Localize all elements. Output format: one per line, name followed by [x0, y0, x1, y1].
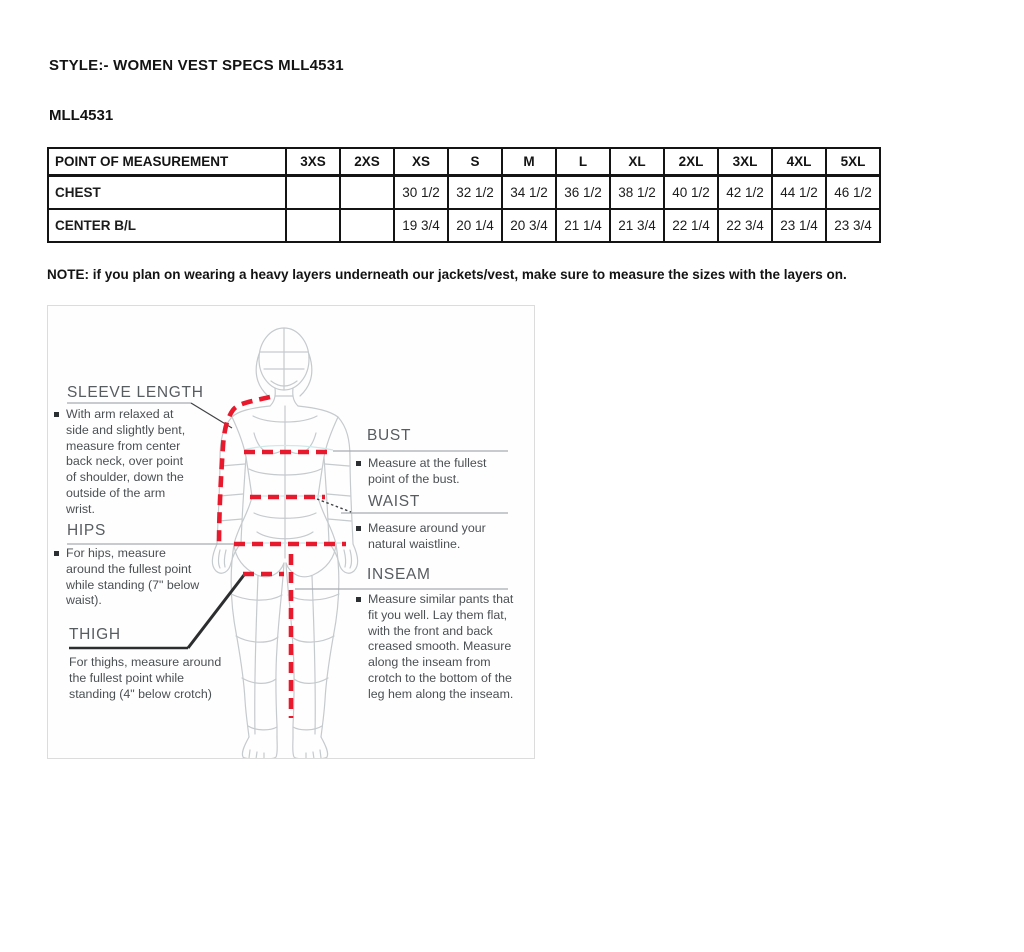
cell-cbl-l: 21 1/4 [556, 209, 610, 242]
cell-chest-3xs [286, 176, 340, 210]
row-label-center-bl: CENTER B/L [48, 209, 286, 242]
desc-sleeve-length: With arm relaxed at side and slightly bent, measure from center back neck, over point of shoulder, down the outside of the arm wrist. [54, 407, 192, 517]
table-row-chest [48, 176, 880, 210]
measurement-guide-diagram [47, 305, 535, 759]
cell-chest-4xl: 44 1/2 [772, 176, 826, 210]
desc-inseam: Measure similar pants that fit you well. Lay them flat, with the front and back creased smooth. Measure along the inseam from crotch to the bottom of the leg hem along the inseam. [356, 592, 520, 702]
cell-chest-5xl: 46 1/2 [826, 176, 880, 210]
desc-bust: Measure at the fullest point of the bust. [356, 456, 500, 488]
cell-cbl-3xl: 22 3/4 [718, 209, 772, 242]
page-title: STYLE:- WOMEN VEST SPECS MLL4531 [49, 57, 344, 74]
note-text: NOTE: if you plan on wearing a heavy layers underneath our jackets/vest, make sure to measure the sizes with the layers on. [47, 267, 847, 282]
bullet-square-icon [356, 461, 361, 466]
col-xl: XL [610, 148, 664, 176]
col-4xl: 4XL [772, 148, 826, 176]
col-5xl: 5XL [826, 148, 880, 176]
cell-chest-2xs [340, 176, 394, 210]
cell-cbl-2xl: 22 1/4 [664, 209, 718, 242]
label-thigh: THIGH [69, 626, 121, 643]
col-l: L [556, 148, 610, 176]
cell-cbl-3xs [286, 209, 340, 242]
table-header-row [48, 148, 880, 176]
cell-chest-xs: 30 1/2 [394, 176, 448, 210]
col-xs: XS [394, 148, 448, 176]
cell-chest-3xl: 42 1/2 [718, 176, 772, 210]
col-point-of-measurement: POINT OF MEASUREMENT [48, 148, 286, 176]
bullet-square-icon [54, 412, 59, 417]
cell-cbl-s: 20 1/4 [448, 209, 502, 242]
style-code: MLL4531 [49, 107, 114, 124]
col-2xs: 2XS [340, 148, 394, 176]
col-3xs: 3XS [286, 148, 340, 176]
cell-chest-l: 36 1/2 [556, 176, 610, 210]
size-spec-table [47, 147, 881, 243]
cell-cbl-4xl: 23 1/4 [772, 209, 826, 242]
col-s: S [448, 148, 502, 176]
label-inseam: INSEAM [367, 566, 431, 583]
cell-cbl-2xs [340, 209, 394, 242]
cell-cbl-xl: 21 3/4 [610, 209, 664, 242]
cell-cbl-m: 20 3/4 [502, 209, 556, 242]
row-label-chest: CHEST [48, 176, 286, 210]
cell-chest-s: 32 1/2 [448, 176, 502, 210]
cell-cbl-xs: 19 3/4 [394, 209, 448, 242]
desc-thigh: For thighs, measure around the fullest point while standing (4" below crotch) [69, 655, 222, 701]
desc-waist: Measure around your natural waistline. [356, 521, 498, 553]
cell-chest-m: 34 1/2 [502, 176, 556, 210]
bullet-square-icon [356, 597, 361, 602]
col-2xl: 2XL [664, 148, 718, 176]
col-m: M [502, 148, 556, 176]
bullet-square-icon [356, 526, 361, 531]
label-waist: WAIST [368, 493, 421, 510]
bullet-square-icon [54, 551, 59, 556]
col-3xl: 3XL [718, 148, 772, 176]
label-sleeve-length: SLEEVE LENGTH [67, 384, 204, 401]
cell-chest-xl: 38 1/2 [610, 176, 664, 210]
cell-chest-2xl: 40 1/2 [664, 176, 718, 210]
label-bust: BUST [367, 427, 412, 444]
label-hips: HIPS [67, 522, 106, 539]
table-row-center-bl [48, 209, 880, 242]
desc-hips: For hips, measure around the fullest point while standing (7" below waist). [54, 546, 206, 609]
cell-cbl-5xl: 23 3/4 [826, 209, 880, 242]
